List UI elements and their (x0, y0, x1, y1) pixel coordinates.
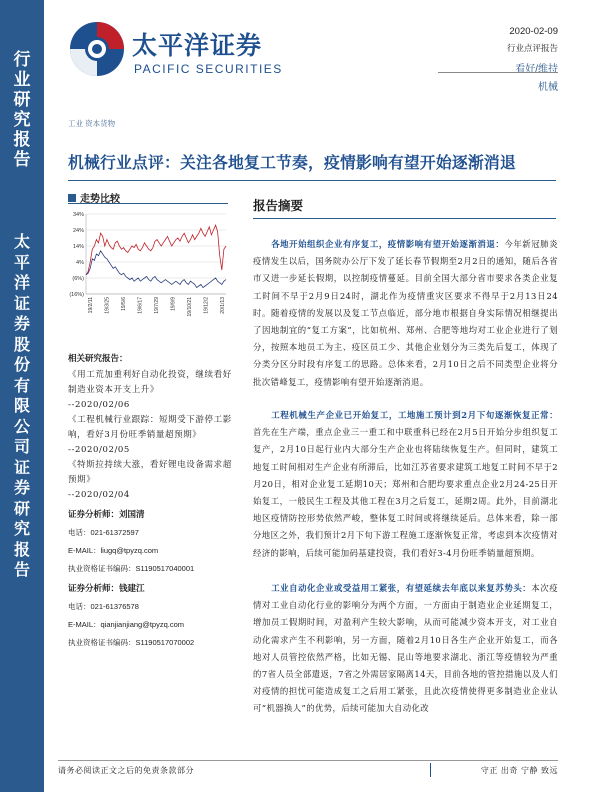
paragraph-lead: 各地开始组织企业有序复工，疫情影响有望开始逐渐消退： (271, 239, 505, 249)
related-item[interactable] (68, 413, 233, 458)
side-label-char: 报 (13, 539, 30, 559)
paragraph-lead: 工程机械生产企业已开始复工，工地施工预计到2月下旬逐渐恢复正常： (271, 410, 558, 420)
sector-label: 机械 (538, 82, 558, 93)
footer-divider (430, 763, 431, 777)
side-label-char: 研 (13, 498, 30, 518)
breadcrumb: 工业 资本货物 (68, 119, 116, 128)
report-type: 行业点评报告 (506, 43, 558, 53)
paragraph-body: 本次疫情对工业自动化行业的影响分为两个方面，一方面由于制造业企业延期复工，增加员工假期时间，对盈利产生较大影响，从而可能减少资本开支，对工业自动化需求产生不利影响，另一方面，随着2月10日各生产企业开始复工，而各地对人员管控依然严格，比如无锡、昆山等地要求湖北、浙江等疫情较为严重的7省人员全部遣返，7省之外需居家隔离14天，目前各地的管控措施以及人们对疫情的担忧可能造成复工之后用工紧张，且此次疫情使得更多制造业企业认可“机器换人”的优势，后续可能加大自动化改 (253, 583, 558, 714)
analyst-email[interactable]: E-MAIL：liugq@tpyzq.com (68, 546, 159, 555)
analyst-role-line (68, 580, 238, 598)
side-label-char: 司 (13, 437, 30, 456)
side-label-char: 业 (13, 70, 31, 90)
series-line (86, 225, 226, 275)
analyst-role: 证券分析师： (68, 510, 120, 520)
y-tick-label: (16%) (69, 292, 84, 298)
x-tick-label: 19/9/9 (170, 297, 177, 311)
side-label-char: 报 (13, 130, 31, 150)
analyst-role-line (68, 506, 238, 524)
summary-paragraph-3 (253, 580, 558, 718)
title-divider (68, 180, 556, 181)
analyst-role: 证券分析师： (68, 584, 120, 594)
paragraph-body: 首先在生产端，重点企业三一重工和中联重科已经在2月5日开始分步组织复工复产，2月10日起行业内大部分生产企业也将陆续恢复生产。但同时，建筑工地复工时间相对生产企业有所滞后，比如江苏省要求建筑工地复工时间不早于2月20日，相对企业复工延期10天；郑州和合肥均要求重点企业2月24-25日开始复工，一般民生工程及其他工程在3月之后复工，延期2周。此外，目前湖北地区疫情防控形势依然严峻，整体复工时间或将继续延后。总体来看，除一部分地区之外，我们预计2月下旬下游工程施工逐渐恢复正常，考虑到本次疫情对经济的影响，后续可能加码基建投资，我们看好3-4月份旺季销量超预期。 (253, 427, 558, 558)
analyst-phone: 电话：021-61372597 (68, 528, 139, 537)
related-item-title: 《工程机械行业跟踪：短期受下游停工影响，看好3月份旺季销量超预期》 (68, 415, 232, 440)
side-label-char: 证 (13, 457, 30, 477)
trend-divider (68, 203, 228, 204)
analyst-cert: 执业资格证书编码：S1190517040001 (68, 564, 195, 573)
page-footer (58, 760, 558, 778)
related-item-date: --2020/02/06 (68, 400, 130, 410)
side-label-char: 券 (13, 314, 30, 333)
side-label-char: 研 (13, 90, 31, 110)
x-tick-label: 19/12/2 (203, 297, 210, 314)
analyst-cert: 执业资格证书编码：S1190517070002 (68, 638, 195, 647)
report-date: 2020-02-09 (509, 26, 558, 37)
side-label-char: 行 (13, 50, 31, 70)
analyst-name: 钱建江 (119, 584, 145, 594)
header-divider (438, 72, 558, 73)
side-label-char: 限 (13, 396, 30, 415)
side-label-char: 公 (13, 416, 30, 436)
analyst-email[interactable]: E-MAIL：qianjianjiang@tpyzq.com (68, 620, 184, 629)
side-label-char: 洋 (13, 273, 30, 292)
logo-chinese-name: 太平洋证券 (132, 31, 263, 60)
logo-mark-icon (68, 20, 126, 78)
logo-english-name: PACIFIC SECURITIES (134, 62, 283, 76)
summary-heading: 报告摘要 (253, 198, 304, 213)
summary-paragraph-2 (253, 407, 558, 562)
side-label-char: 究 (13, 519, 30, 538)
related-item-date: --2020/02/04 (68, 490, 130, 500)
y-tick-label: 24% (72, 228, 84, 234)
side-label-char: 平 (13, 252, 30, 272)
company-logo (68, 20, 308, 86)
analyst-name: 刘国清 (119, 510, 145, 520)
y-tick-label: (6%) (72, 276, 84, 282)
side-label-char: 份 (13, 355, 30, 374)
x-tick-label: 19/2/11 (88, 297, 94, 314)
side-label-char: 有 (13, 375, 30, 395)
side-label-char: 股 (13, 334, 30, 354)
side-label-char: 告 (13, 560, 30, 579)
footer-disclaimer: 请务必阅读正文之后的免责条款部分 (58, 766, 194, 775)
related-item-date: --2020/02/05 (68, 445, 130, 455)
x-tick-label: 19/7/29 (154, 297, 160, 314)
related-item[interactable] (68, 368, 233, 413)
y-tick-label: 4% (76, 260, 84, 266)
related-item[interactable] (68, 458, 233, 503)
heading-marker-icon (68, 194, 76, 202)
paragraph-body: 今年新冠肺炎疫情发生以后，国务院办公厅下发了延长春节假期至2月2日的通知，随后各省市又进一步延长假期，以控制疫情蔓延。目前全国大部分省市要求各类企业复工时间不早于2月9日24时，湖北作为疫情重灾区要求不得早于2月13日24时。随着疫情的发展以及复工节点临近，部分地市根据自身实际情况相继提出了因地制宜的“复工方案”，比如杭州、郑州、合肥等地均对工业企业进行了划分，按照本地员工为主、疫区员工少、其他企业划分为三类先后复工，体现了分类分区分时段有序复工的思路。总体来看，2月10日之后不同类型企业将分批次错峰复工，疫情影响有望开始逐渐消退。 (253, 239, 558, 387)
related-item-title: 《特斯拉持续大涨，看好锂电设备需求超预期》 (68, 460, 232, 485)
y-tick-label: 14% (72, 244, 84, 250)
related-heading: 相关研究报告： (68, 354, 128, 364)
x-tick-label: 19/5/6 (121, 297, 127, 311)
paragraph-lead: 工业自动化企业或受益用工紧张，有望延续去年底以来复苏势头： (271, 583, 532, 593)
x-tick-label: 20/1/13 (220, 297, 226, 314)
series-line (86, 251, 226, 288)
summary-divider (253, 218, 556, 219)
side-label-char: 太 (13, 232, 30, 251)
side-label-char: 究 (13, 110, 31, 130)
analyst-phone: 电话：021-61376578 (68, 602, 139, 611)
analyst-card (68, 580, 238, 652)
side-label-report-type (0, 50, 44, 170)
trend-chart (62, 208, 232, 330)
x-tick-label: 19/3/25 (104, 297, 111, 314)
analyst-card (68, 506, 238, 578)
side-label-char: 证 (13, 293, 30, 313)
summary-paragraph-1 (253, 236, 558, 391)
side-label-char: 券 (13, 478, 30, 497)
rating: 看好/维持 (515, 64, 558, 75)
side-label-char: 告 (13, 150, 31, 170)
related-reports (68, 352, 233, 503)
x-tick-label: 19/6/17 (137, 297, 144, 314)
trend-heading-text: 走势比较 (80, 194, 120, 205)
report-meta (507, 26, 558, 75)
related-item-title: 《用工荒加重利好自动化投资，继续看好制造业资本开支上升》 (68, 370, 232, 395)
report-title: 机械行业点评：关注各地复工节奏，疫情影响有望开始逐渐消退 (68, 153, 516, 172)
y-tick-label: 34% (72, 212, 84, 218)
x-tick-label: 19/10/21 (187, 297, 193, 317)
side-label-company (0, 232, 44, 581)
footer-motto: 守正 出奇 宁静 致远 (480, 766, 558, 775)
